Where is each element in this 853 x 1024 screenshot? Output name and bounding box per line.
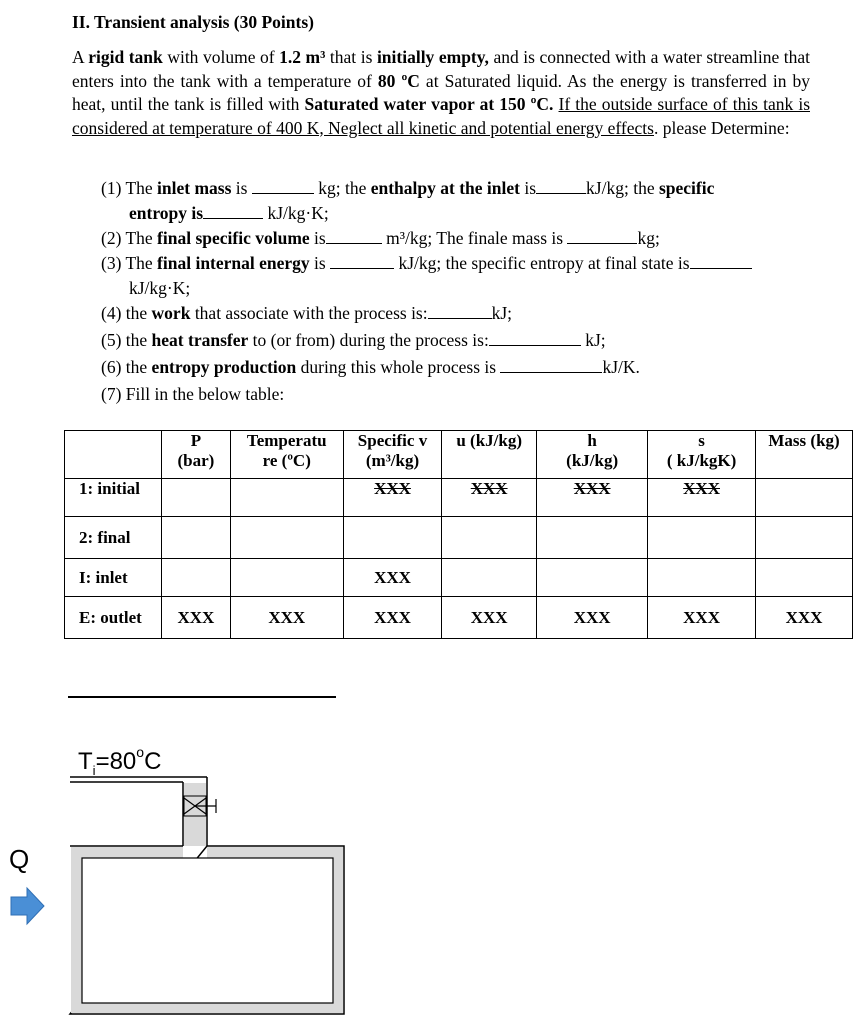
cell-inlet-p[interactable] <box>162 559 230 597</box>
row-label-inlet: I: inlet <box>65 559 162 597</box>
question-1-line-1: (1) The inlet mass is kg; the enthalpy at the inlet is kJ/kg; the specific <box>101 178 715 198</box>
question-1-line-2: entropy is kJ/kg·K; <box>129 203 329 223</box>
cell-final-v[interactable] <box>343 517 441 559</box>
cell-final-s[interactable] <box>648 517 756 559</box>
cell-inlet-v: XXX <box>343 559 441 597</box>
cell-initial-u: XXX <box>442 479 537 517</box>
table-row-initial <box>65 479 853 517</box>
question-5: (5) the heat transfer to (or from) during the process is: kJ; <box>101 330 606 350</box>
cell-initial-v: XXX <box>343 479 441 517</box>
cell-outlet-s: XXX <box>648 597 756 639</box>
cell-outlet-h: XXX <box>537 597 648 639</box>
row-label-final: 2: final <box>65 517 162 559</box>
inlet-temperature-label: $T_i=80^oC$ <box>78 744 162 778</box>
header-temperature: Temperatu re (ºC) <box>230 431 343 479</box>
question-7: (7) Fill in the below table: <box>101 384 285 404</box>
header-entropy: s ( kJ/kgK) <box>648 431 756 479</box>
header-specific-volume: Specific v (m³/kg) <box>343 431 441 479</box>
heat-arrow-icon <box>11 888 44 924</box>
table-row-final <box>65 517 853 559</box>
header-mass: Mass (kg) <box>756 431 853 479</box>
cell-final-m[interactable] <box>756 517 853 559</box>
cell-initial-h: XXX <box>537 479 648 517</box>
cell-inlet-t[interactable] <box>230 559 343 597</box>
cell-initial-t[interactable] <box>230 479 343 517</box>
tank-diagram <box>0 770 350 1024</box>
cell-inlet-m[interactable] <box>756 559 853 597</box>
cell-initial-p[interactable] <box>162 479 230 517</box>
row-label-initial: 1: initial <box>65 479 162 517</box>
problem-statement: A rigid tank with volume of 1.2 m³ that is initially empty, and is connected with a water streamline that enters into the tank with a temperature of 80 ºC at Saturated liquid. As the energy is transferred in by heat, until the tank is filled with Saturated water vapor at 150 ºC. If the outside surface of this tank is considered at temperature of 400 K, Neglect all kinetic and potential energy effects. please Determine: <box>72 47 810 138</box>
divider-line <box>68 696 336 698</box>
cell-initial-m[interactable] <box>756 479 853 517</box>
cell-final-p[interactable] <box>162 517 230 559</box>
tank-interior <box>82 858 333 1003</box>
cell-outlet-u: XXX <box>442 597 537 639</box>
question-4: (4) the work that associate with the process is: kJ; <box>101 303 513 323</box>
row-label-outlet: E: outlet <box>65 597 162 639</box>
question-6: (6) the entropy production during this whole process is kJ/K. <box>101 357 640 377</box>
cell-outlet-t: XXX <box>230 597 343 639</box>
header-pressure: P (bar) <box>162 431 230 479</box>
question-3-line-1: (3) The final internal energy is kJ/kg; the specific entropy at final state is <box>101 251 752 275</box>
question-3-line-2: kJ/kg·K; <box>129 278 191 298</box>
cell-final-t[interactable] <box>230 517 343 559</box>
header-enthalpy: h (kJ/kg) <box>537 431 648 479</box>
cell-inlet-u[interactable] <box>442 559 537 597</box>
cell-inlet-h[interactable] <box>537 559 648 597</box>
valve-icon[interactable] <box>184 796 216 816</box>
question-2: (2) The final specific volume is m³/kg; The finale mass is kg; <box>101 228 660 248</box>
cell-outlet-m: XXX <box>756 597 853 639</box>
cell-initial-s: XXX <box>648 479 756 517</box>
section-heading: II. Transient analysis (30 Points) <box>72 12 314 32</box>
property-table <box>64 430 853 639</box>
table-row-outlet <box>65 597 853 639</box>
cell-outlet-p: XXX <box>162 597 230 639</box>
cell-final-u[interactable] <box>442 517 537 559</box>
header-empty <box>65 431 162 479</box>
header-internal-energy: u (kJ/kg) <box>442 431 537 479</box>
table-header-row <box>65 431 853 479</box>
cell-outlet-v: XXX <box>343 597 441 639</box>
heat-label: Q <box>9 844 30 874</box>
cell-final-h[interactable] <box>537 517 648 559</box>
cell-inlet-s[interactable] <box>648 559 756 597</box>
table-row-inlet <box>65 559 853 597</box>
